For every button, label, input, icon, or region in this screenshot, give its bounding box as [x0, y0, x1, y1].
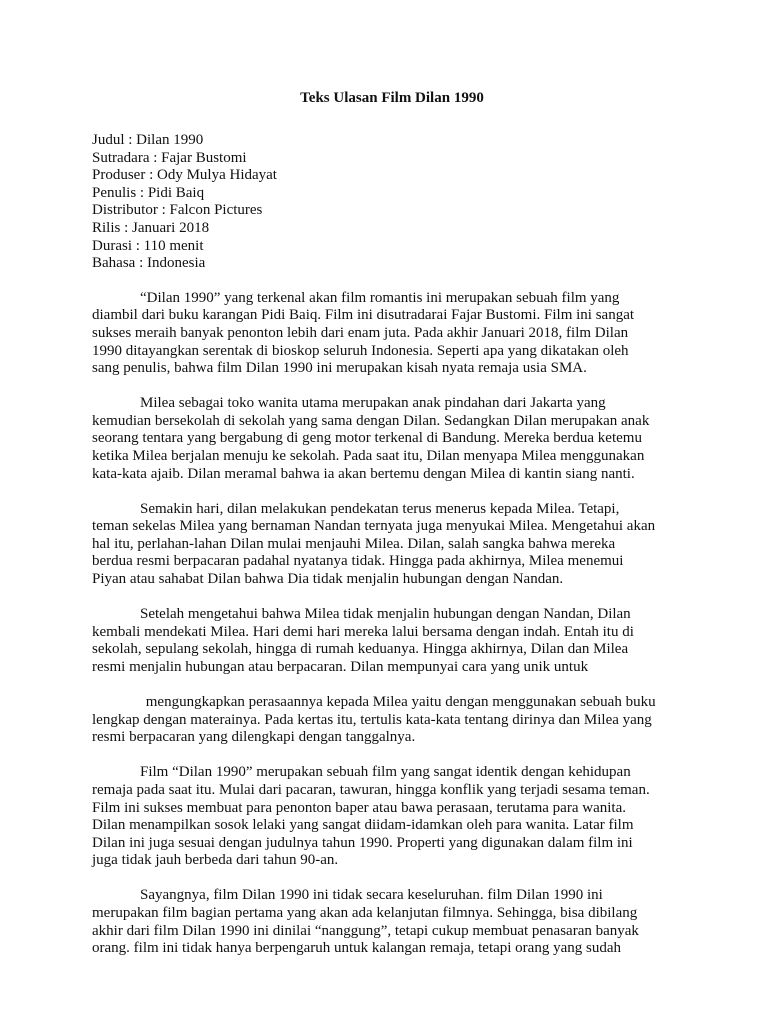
paragraph-line: Piyan atau sahabat Dilan bahwa Dia tidak menjalin hubungan dengan Nandan.: [92, 571, 564, 588]
paragraph-line: resmi berpacaran yang dilengkapi dengan tanggalnya.: [92, 729, 416, 746]
film-info-block: [92, 132, 692, 273]
info-rilis: Rilis : Januari 2018: [92, 219, 210, 236]
info-distributor: Distributor : Falcon Pictures: [92, 202, 263, 219]
info-durasi: Durasi : 110 menit: [92, 237, 204, 254]
paragraph-line: sang penulis, bahwa film Dilan 1990 ini merupakan kisah nyata remaja usia SMA.: [92, 360, 587, 377]
paragraph-line: merupakan film bagian pertama yang akan ada kelanjutan filmnya. Sehingga, bisa dibilang: [92, 904, 638, 921]
paragraph-4: [92, 606, 692, 676]
info-bahasa: Bahasa : Indonesia: [92, 255, 206, 272]
paragraph-line: resmi menjalin hubungan atau berpacaran. Dilan mempunyai cara yang unik untuk: [92, 658, 589, 675]
paragraph-line: Dilan ini juga sesuai dengan judulnya tahun 1990. Properti yang digunakan dalam film ini: [92, 834, 633, 851]
paragraph-line: “Dilan 1990” yang terkenal akan film romantis ini merupakan sebuah film yang: [140, 289, 620, 306]
paragraph-line: Setelah mengetahui bahwa Milea tidak menjalin hubungan dengan Nandan, Dilan: [140, 606, 631, 623]
paragraph-line: kembali mendekati Milea. Hari demi hari mereka lalui bersama dengan indah. Entah itu di: [92, 623, 634, 640]
paragraph-line: mengungkapkan perasaannya kepada Milea yaitu dengan menggunakan sebuah buku: [142, 694, 656, 711]
paragraph-1: [92, 290, 692, 378]
paragraph-line: akhir dari film Dilan 1990 ini dinilai “nanggung”, tetapi cukup membuat penasaran banyak: [92, 922, 639, 939]
paragraph-5: [92, 694, 692, 747]
paragraph-line: seorang tentara yang bergabung di geng motor terkenal di Bandung. Mereka berdua ketemu: [92, 430, 642, 447]
paragraph-line: berdua resmi berpacaran padahal nyatanya tidak. Hingga pada akhirnya, Milea menemui: [92, 553, 624, 570]
paragraph-6: [92, 764, 692, 870]
paragraph-line: remaja pada saat itu. Mulai dari pacaran, tawuran, hingga konflik yang terjadi sesama teman.: [92, 781, 650, 798]
paragraph-line: orang. film ini tidak hanya berpengaruh untuk kalangan remaja, tetapi orang yang sudah: [92, 940, 621, 957]
paragraph-line: 1990 ditayangkan serentak di bioskop seluruh Indonesia. Seperti apa yang dikatakan oleh: [92, 342, 629, 359]
document-page: [92, 88, 692, 975]
info-judul: Judul : Dilan 1990: [92, 132, 204, 148]
paragraph-line: diambil dari buku karangan Pidi Baiq. Film ini disutradarai Fajar Bustomi. Film ini sangat: [92, 307, 635, 324]
paragraph-line: kata-kata ajaib. Dilan meramal bahwa ia akan bertemu dengan Milea di kantin siang nanti.: [92, 465, 635, 482]
paragraph-line: lengkap dengan materainya. Pada kertas itu, tertulis kata-kata tentang dirinya dan Milea yang: [92, 711, 652, 728]
document-title: Teks Ulasan Film Dilan 1990: [300, 90, 484, 106]
info-produser: Produser : Ody Mulya Hidayat: [92, 167, 277, 184]
paragraph-7: [92, 887, 692, 957]
paragraph-line: Film ini sukses membuat para penonton baper atau bawa perasaan, terutama para wanita.: [92, 799, 626, 816]
paragraph-line: Milea sebagai toko wanita utama merupakan anak pindahan dari Jakarta yang: [140, 395, 606, 412]
paragraph-line: sukses meraih banyak penonton lebih dari enam juta. Pada akhir Januari 2018, film Dilan: [92, 324, 629, 341]
paragraph-2: [92, 395, 692, 483]
paragraph-line: teman sekelas Milea yang bernaman Nandan ternyata juga menyukai Milea. Mengetahui akan: [92, 518, 656, 535]
info-penulis: Penulis : Pidi Baiq: [92, 184, 205, 201]
paragraph-line: hal itu, perlahan-lahan Dilan mulai menjauhi Milea. Dilan, salah sangka bahwa mereka: [92, 535, 616, 552]
paragraph-line: Dilan menampilkan sosok lelaki yang sangat diidam-idamkan oleh para wanita. Latar film: [92, 817, 634, 834]
info-sutradara: Sutradara : Fajar Bustomi: [92, 149, 247, 166]
paragraph-line: sekolah, sepulang sekolah, hingga di rumah keduanya. Hingga akhirnya, Dilan dan Milea: [92, 641, 629, 658]
paragraph-line: juga tidak jauh berbeda dari tahun 90-an.: [92, 852, 339, 869]
paragraph-3: [92, 501, 692, 589]
paragraph-line: ketika Milea berjalan menuju ke sekolah. Pada saat itu, Dilan menyapa Milea menggunakan: [92, 448, 645, 464]
paragraph-line: Film “Dilan 1990” merupakan sebuah film yang sangat identik dengan kehidupan: [140, 764, 631, 781]
paragraph-line: kemudian bersekolah di sekolah yang sama dengan Dilan. Sedangkan Dilan merupakan anak: [92, 412, 650, 429]
paragraph-line: Semakin hari, dilan melakukan pendekatan terus menerus kepada Milea. Tetapi,: [140, 500, 620, 517]
paragraph-line: Sayangnya, film Dilan 1990 ini tidak secara keseluruhan. film Dilan 1990 ini: [140, 887, 603, 904]
